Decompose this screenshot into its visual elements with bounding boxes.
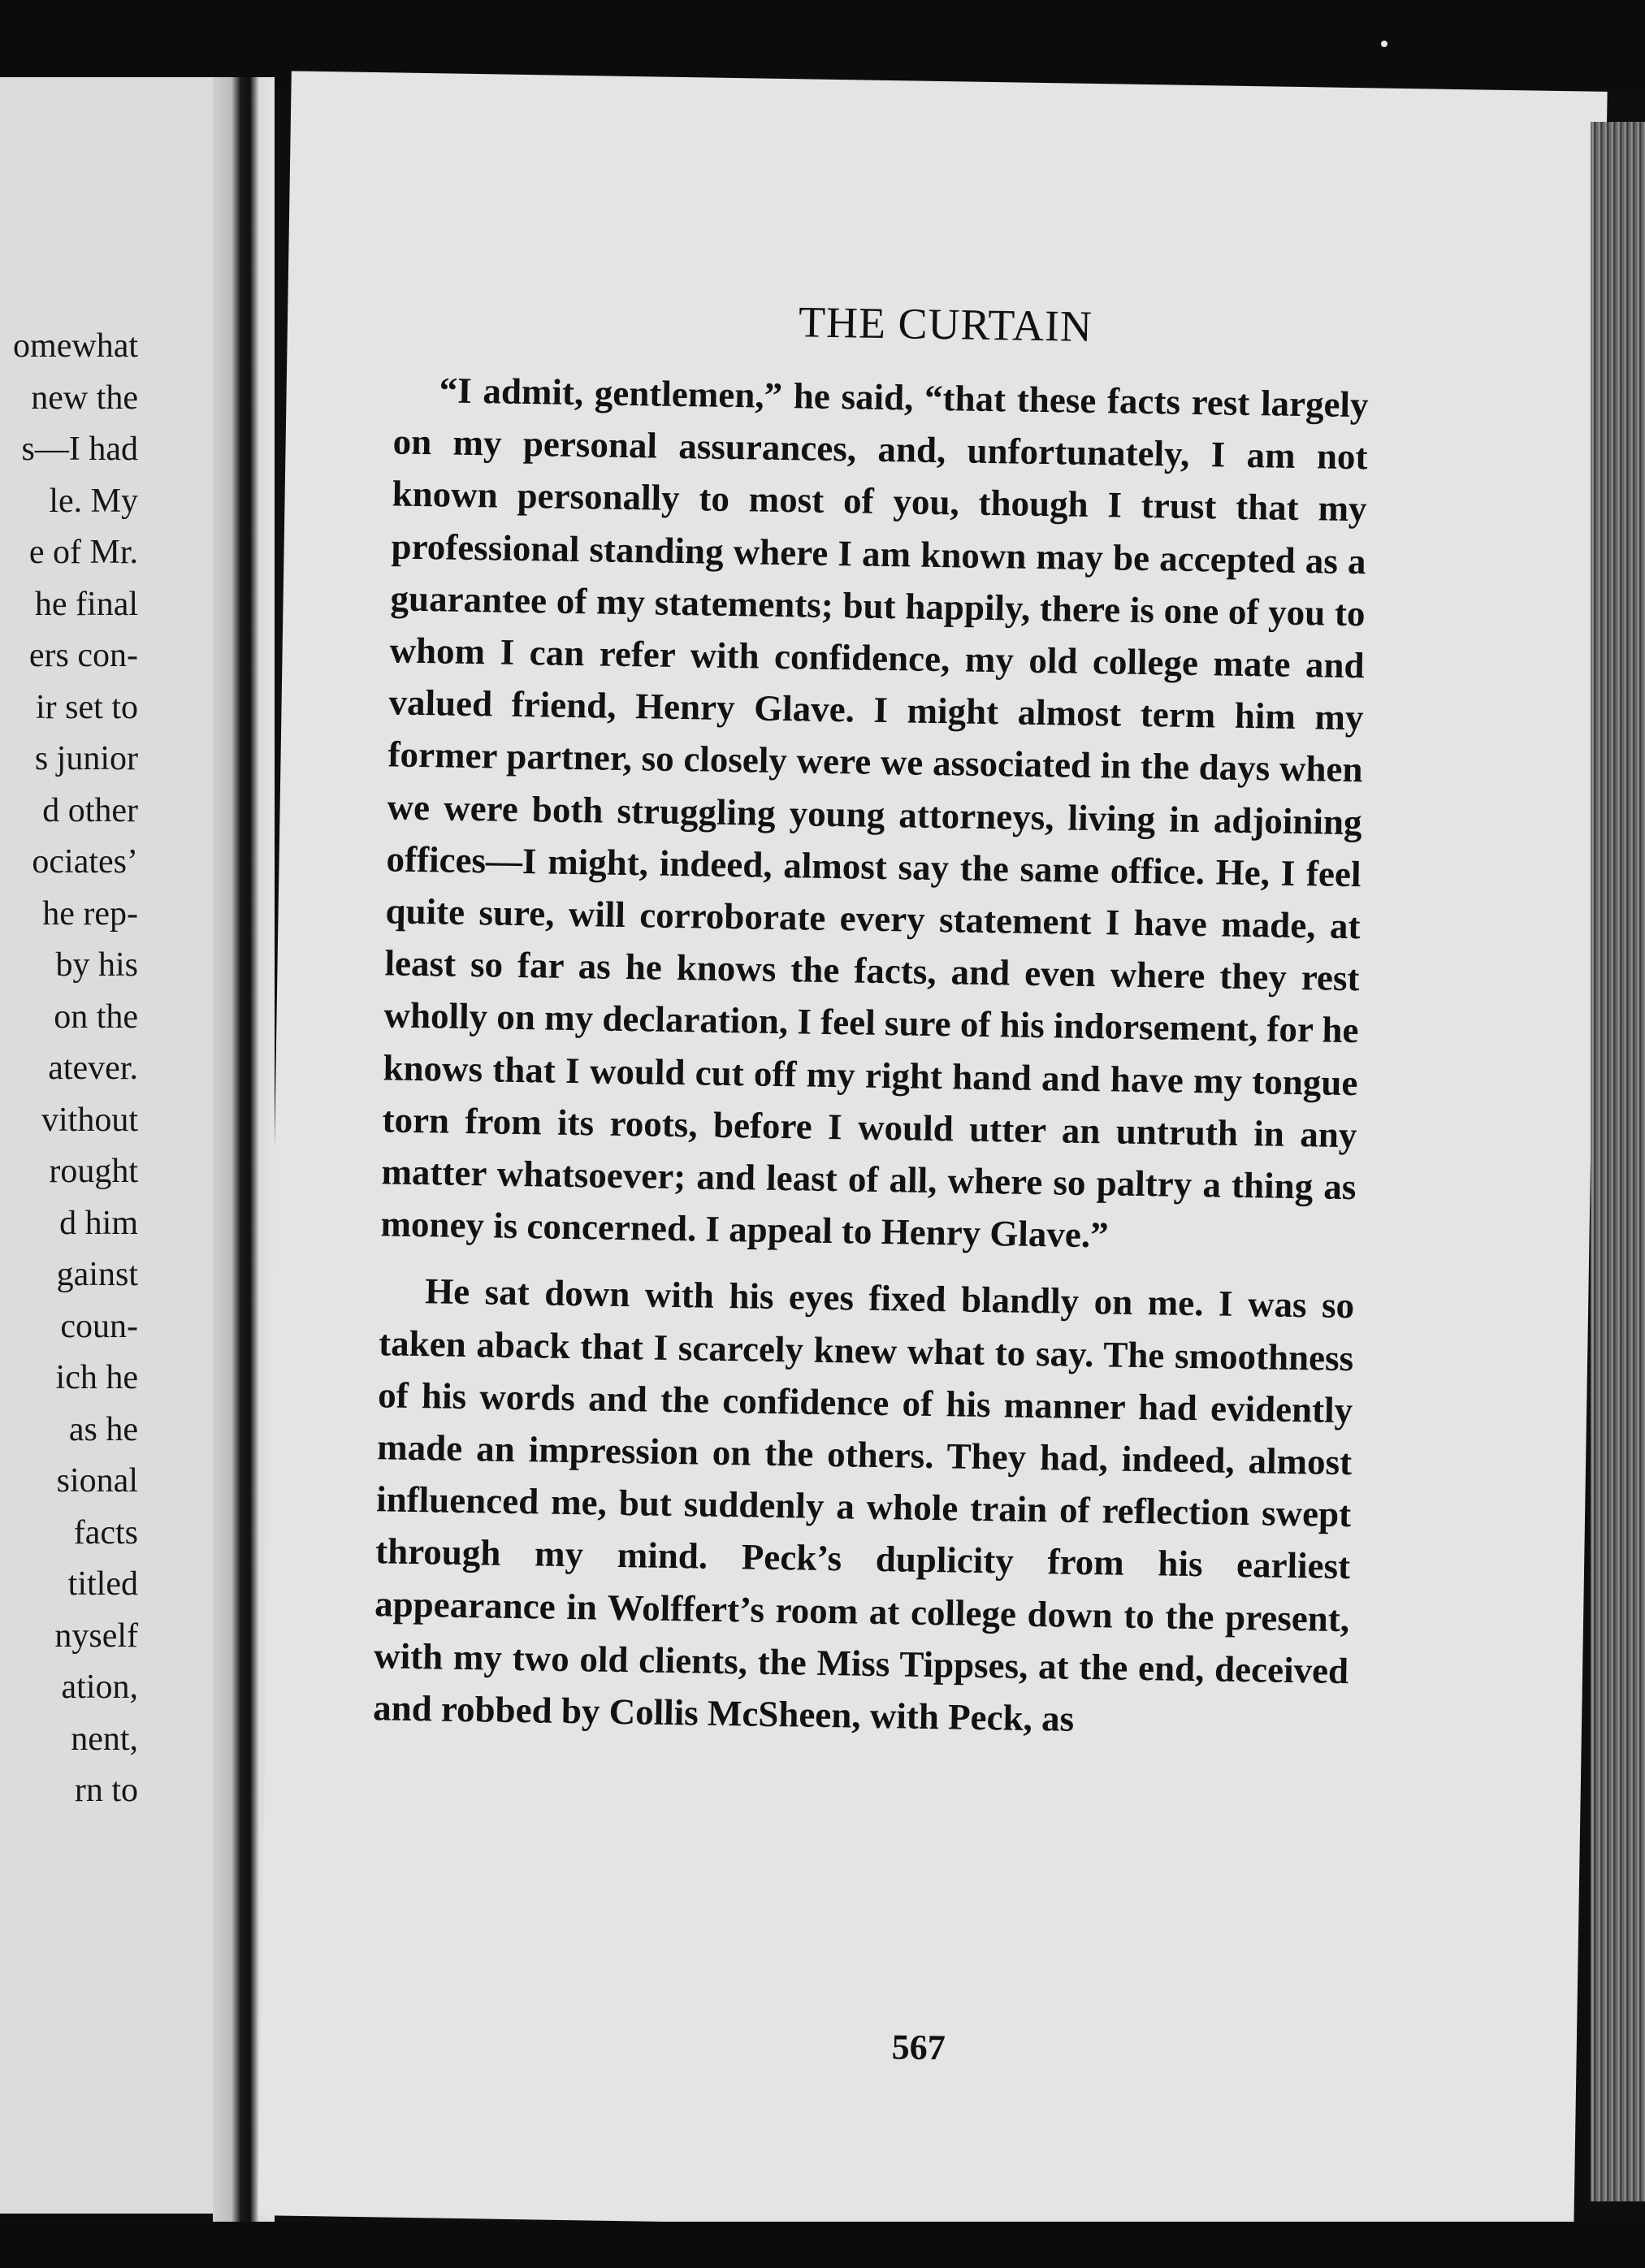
facing-page-line: d other bbox=[42, 791, 138, 829]
facing-page-line: gainst bbox=[56, 1256, 138, 1293]
facing-page-line: by his bbox=[55, 946, 138, 984]
dust-speck bbox=[1381, 41, 1387, 47]
facing-page-line: vithout bbox=[41, 1101, 138, 1139]
facing-page-line: rn to bbox=[74, 1772, 138, 1809]
scan-bottom-border bbox=[0, 2222, 1645, 2268]
facing-page-line: facts bbox=[73, 1513, 138, 1552]
facing-page-line: on the bbox=[54, 998, 138, 1036]
facing-page-line: coun- bbox=[60, 1307, 138, 1345]
facing-page-line: he final bbox=[34, 585, 138, 623]
facing-page-line: e of Mr. bbox=[28, 534, 138, 571]
facing-page-line: nent, bbox=[71, 1720, 138, 1758]
facing-page-line: s—I had bbox=[21, 431, 138, 468]
facing-page-line: s junior bbox=[34, 740, 138, 777]
facing-page-line: atever. bbox=[48, 1050, 138, 1087]
facing-page-line: d him bbox=[59, 1204, 138, 1242]
book-page bbox=[258, 71, 1607, 2236]
facing-page-line: as he bbox=[68, 1410, 138, 1448]
scan-top-border bbox=[0, 0, 1645, 89]
facing-page-line: titled bbox=[67, 1565, 138, 1603]
facing-page-line: nyself bbox=[54, 1617, 138, 1655]
facing-page-line: ich he bbox=[55, 1359, 138, 1396]
facing-page-line: rought bbox=[49, 1153, 138, 1190]
body-text bbox=[373, 363, 1369, 1749]
facing-page-left bbox=[0, 77, 213, 2214]
page-stack-edge bbox=[1591, 122, 1645, 2201]
page-number: 567 bbox=[891, 2027, 946, 2068]
facing-page-line: ers con- bbox=[28, 637, 138, 674]
facing-page-line: le. My bbox=[49, 482, 138, 520]
paragraph: “I admit, gentlemen,” he said, “that these facts rest largely on my personal assurances, and, unfortunately, I am not known personally to most of you, though I trust that my professional standing where I am known may be accepted as a guarantee of my statements; but happily, there is one of you to whom I can refer with confidence, my old college mate and valued friend, Henry Glave. I might almost term him my former partner, so closely were we associated in the days when we were both struggling young attorneys, living in adjoining offices—I might, indeed, almost say the same office. He, I feel quite sure, will corroborate every statement I have made, at least so far as he knows the facts, and even where they rest wholly on my declaration, I feel sure of his indorsement, for he knows that I would cut off my right hand and have my tongue torn from its roots, before I would utter an untruth in any matter whatsoever; and least of all, where so paltry a thing as money is concerned. I appeal to Henry Glave.” bbox=[380, 370, 1369, 1256]
facing-page-line: sional bbox=[56, 1462, 138, 1500]
facing-page-text bbox=[0, 321, 213, 1817]
running-head: THE CURTAIN bbox=[798, 297, 1093, 351]
paragraph: He sat down with his eyes fixed blandly on me. I was so taken aback that I scarcely knew what to say. The smoothness of his words and the confidence of his manner had evidently made an impression on the others. They had, indeed, almost influenced me, but suddenly a whole train of reflection swept through my mind. Peck’s duplicity from his earliest appearance in Wolffert’s room at college down to the present, with my two old clients, the Miss Tippses, at the end, deceived and robbed by Collis McSheen, with Peck, as bbox=[372, 1270, 1355, 1739]
facing-page-line: ociates’ bbox=[32, 843, 138, 881]
facing-page-line: omewhat bbox=[13, 327, 138, 365]
facing-page-line: ir set to bbox=[36, 688, 138, 726]
facing-page-line: ation, bbox=[61, 1669, 138, 1706]
facing-page-line: he rep- bbox=[42, 894, 138, 933]
facing-page-line: new the bbox=[31, 379, 138, 417]
